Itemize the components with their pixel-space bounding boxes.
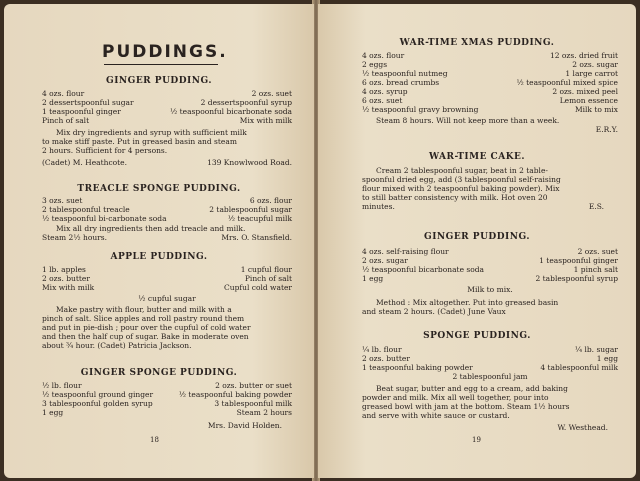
page-heading: PUDDINGS. [102,42,228,62]
heading-underline [104,64,218,65]
recipe-method: Make pastry with flour, butter and milk with a pinch of salt. Slice apples and roll pastry round them and put in pie-dish ; pour over the cupful of cold water and then the half cup of sugar. Bake in moderate oven about ¾ hour. (Cadet) Patricia Jackson. [42,305,251,350]
recipe-title: SPONGE PUDDING. [423,331,531,341]
recipe-title: APPLE PUDDING. [110,252,208,262]
recipe-title: WAR-TIME XMAS PUDDING. [399,38,555,48]
recipe-method: Steam 8 hours. Will not keep more than a week. [376,116,560,125]
recipe-title: WAR-TIME CAKE. [428,152,526,162]
page-number: 18 [150,436,159,444]
recipe-method: Mix all dry ingredients then add treacle and milk. [56,224,246,233]
recipe-method: Beat sugar, butter and egg to a cream, add baking powder and milk. Mix all well together, pour into greased bowl with jam at the bottom. Steam 1½ hours and serve with white sauce or custard. [362,384,570,420]
right-page: WAR-TIME XMAS PUDDING. 4 ozs. flour 12 ozs. dried fruit 2 eggs 2 ozs. sugar ½ teaspoonful nutmeg 1 large carrot 6 ozs. bread crumbs ½ teaspoonful mixed spice 4 ozs. syrup 2 ozs. mixed peel 6 ozs. suet Lemon essence ½ teaspoonful gravy browning Milk to mix Steam 8 hours. Will not keep more than a week. E.R.Y. WAR-TIME CAKE. Cream 2 tablespoonful sugar, beat in 2 table- spoonful dried egg, add (3 tablespoonful self-raising flour mixed with 2 teaspoonful baking powder). Mix to still batter consistency with milk. Hot oven 20 minutes. E.S. GINGER PUDDING. 4 ozs. self-raising flour 2 ozs. suet 2 ozs. sugar 1 teaspoonful ginger ½ teaspoonful bicarbonate soda 1 pinch salt 1 egg 2 tablespoonful syrup Milk to mix. Method : Mix altogether. Put into greased basin and steam 2 hours. (Cadet) June Vaux SPONGE PUDDING. ¼ lb. flour ¼ lb. sugar 2 ozs. butter 1 egg 1 teaspoonful baking powder 4 tablespoonful milk 2 tablespoonful jam Beat sugar, butter and egg to a cream, add baking powder and milk. Mix all well together, pour into greased bowl with jam at the bottom. Steam 1½ hours and serve with white sauce or custard. W. Westhead. 19 [318,4,636,478]
recipe-method: Cream 2 tablespoonful sugar, beat in 2 table- spoonful dried egg, add (3 tablespoonful self-raising flour mixed with 2 teaspoonful baking powder). Mix to still batter consistency with milk. Hot oven 20 [362,166,561,202]
left-page: PUDDINGS. GINGER PUDDING. 4 ozs. flour 2 ozs. suet 2 dessertspoonful sugar 2 dessertspoonful syrup 1 teaspoonful ginger ½ teaspoonful bicarbonate soda Pinch of salt Mix with milk Mix dry ingredients and syrup with sufficient milk to make stiff paste. Put in greased basin and steam 2 hours. Sufficient for 4 persons. (Cadet) M. Heathcote. 139 Knowlwood Road. TREACLE SPONGE PUDDING. 3 ozs. suet 6 ozs. flour 2 tablespoonful treacle 2 tablespoonful sugar ½ teaspoonful bi-carbonate soda ½ teacupful milk Mix all dry ingredients then add treacle and milk. Steam 2½ hours. Mrs. O. Stansfield. APPLE PUDDING. 1 lb. apples 1 cupful flour 2 ozs. butter Pinch of salt Mix with milk Cupful cold water ½ cupful sugar Make pastry with flour, butter and milk with a pinch of salt. Slice apples and roll pastry round them and put in pie-dish ; pour over the cupful of cold water and then the half cup of sugar. Bake in moderate oven about ¾ hour. (Cadet) Patricia Jackson. GINGER SPONGE PUDDING. ½ lb. flour 2 ozs. butter or suet ½ teaspoonful ground ginger ½ teaspoonful baking powder 3 tablespoonful golden syrup 3 tablespoonful milk 1 egg Steam 2 hours Mrs. David Holden. 18 [4,4,314,478]
recipe-title: GINGER PUDDING. [106,76,212,86]
recipe-title: GINGER SPONGE PUDDING. [80,368,238,378]
page-number: 19 [472,436,481,444]
recipe-title: TREACLE SPONGE PUDDING. [77,184,241,194]
recipe-title: GINGER PUDDING. [424,232,530,242]
recipe-method: Method : Mix altogether. Put into greased basin and steam 2 hours. (Cadet) June Vaux [362,298,559,316]
recipe-method: Mix dry ingredients and syrup with sufficient milk to make stiff paste. Put in greased basin and steam 2 hours. Sufficient for 4 persons. [42,128,247,155]
